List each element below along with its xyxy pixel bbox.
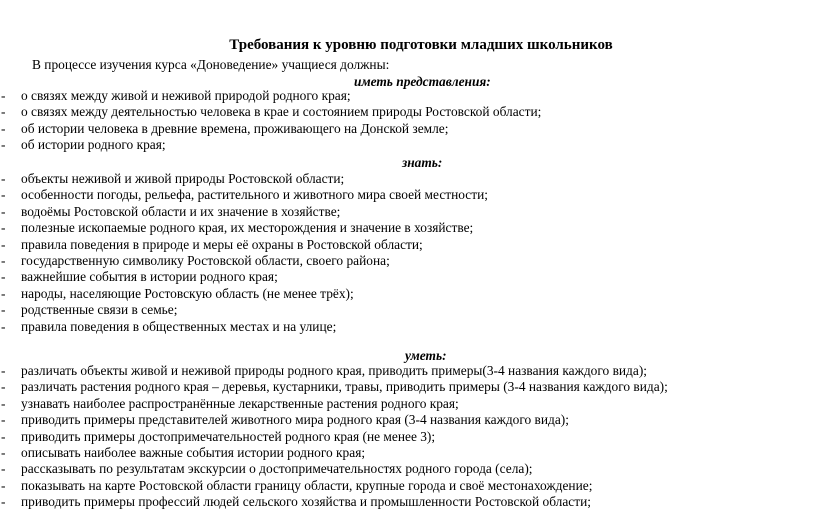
list-item-text: описывать наиболее важные события истории родного края;	[21, 444, 366, 460]
bullet-marker: -	[1, 318, 6, 334]
bullet-marker: -	[1, 412, 6, 428]
list-item-text: различать растения родного края – деревья, кустарники, травы, приводить примеры (3-4 названия каждого вида);	[21, 379, 668, 395]
list-item-text: приводить примеры представителей животного мира родного края (3-4 названия каждого вида);	[21, 412, 569, 428]
bullet-marker: -	[1, 302, 6, 318]
bullet-marker: -	[1, 363, 6, 378]
bullet-marker: -	[1, 236, 6, 252]
list-item-text: приводить примеры достопримечательностей родного края (не менее 3);	[21, 428, 436, 444]
list-item-text: узнавать наиболее распространённые лекарственные растения родного края;	[21, 395, 459, 411]
bullet-marker: -	[1, 269, 6, 285]
bullet-marker: -	[1, 137, 6, 153]
section-heading-representations: иметь представления:	[354, 74, 491, 89]
bullet-marker: -	[1, 104, 6, 120]
bullet-marker: -	[1, 379, 6, 395]
list-item-text: объекты неживой и живой природы Ростовской области;	[21, 171, 345, 186]
section-heading-be-able: уметь:	[405, 348, 447, 363]
bullet-marker: -	[1, 88, 6, 103]
list-item-text: приводить примеры профессий людей сельского хозяйства и промышленности Ростовской области;	[21, 494, 591, 510]
list-item-text: полезные ископаемые родного края, их месторождения и значение в хозяйстве;	[21, 220, 474, 236]
bullet-marker: -	[1, 285, 6, 301]
bullet-marker: -	[1, 461, 6, 477]
bullet-marker: -	[1, 494, 6, 510]
list-item-text: правила поведения в природе и меры её охраны в Ростовской области;	[21, 236, 423, 252]
bullet-marker: -	[1, 395, 6, 411]
list-item-text: родственные связи в семье;	[21, 302, 178, 318]
list-item-text: водоёмы Ростовской области и их значение в хозяйстве;	[21, 203, 341, 219]
bullet-marker: -	[1, 428, 6, 444]
bullet-marker: -	[1, 220, 6, 236]
list-item-text: различать объекты живой и неживой природы родного края, приводить примеры(3-4 названия каждого вида);	[21, 363, 647, 378]
list-item-text: об истории родного края;	[21, 137, 166, 153]
list-item-text: особенности погоды, рельефа, растительного и животного мира своей местности;	[21, 187, 488, 203]
bullet-marker: -	[1, 187, 6, 203]
list-item-text: о связях между живой и неживой природой родного края;	[21, 88, 351, 103]
list-item-text: о связях между деятельностью человека в крае и состоянием природы Ростовской области;	[21, 104, 542, 120]
bullet-marker: -	[1, 252, 6, 268]
bullet-marker: -	[1, 477, 6, 493]
list-item-text: народы, населяющие Ростовскую область (не менее трёх);	[21, 285, 354, 301]
intro-text: В процессе изучения курса «Доноведение» учащиеся должны:	[32, 57, 390, 72]
section-heading-know: знать:	[402, 155, 443, 170]
list-item-text: правила поведения в общественных местах и на улице;	[21, 318, 337, 334]
list-item-text: важнейшие события в истории родного края;	[21, 269, 278, 285]
bullet-marker: -	[1, 171, 6, 186]
document-title: Требования к уровню подготовки младших школьников	[229, 37, 613, 53]
bullet-marker: -	[1, 444, 6, 460]
list-item-text: рассказывать по результатам экскурсии о достопримечательностях родного города (села);	[21, 461, 533, 477]
bullet-marker: -	[1, 203, 6, 219]
list-item-text: государственную символику Ростовской области, своего района;	[21, 252, 390, 268]
list-item-text: показывать на карте Ростовской области границу области, крупные города и своё местонахождение;	[21, 477, 593, 493]
bullet-marker: -	[1, 120, 6, 136]
list-item-text: об истории человека в древние времена, проживающего на Донской земле;	[21, 120, 449, 136]
